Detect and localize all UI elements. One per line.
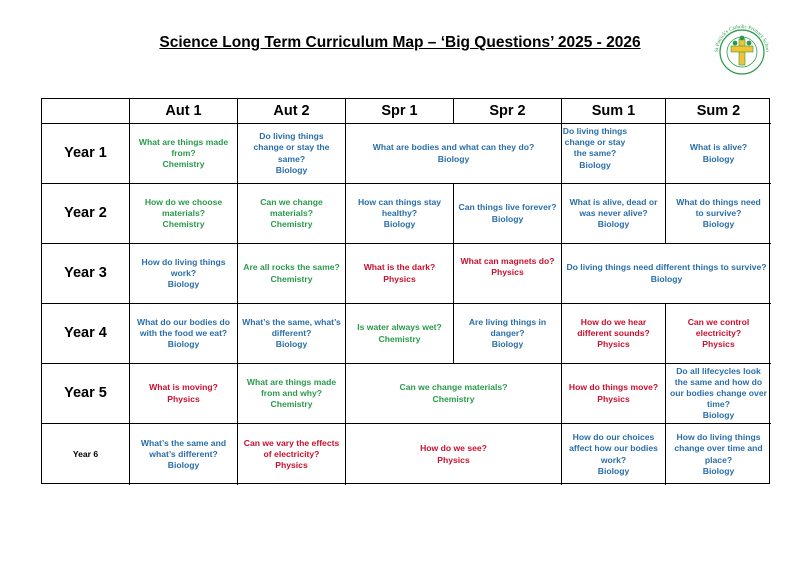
topic-cell: Are living things in danger? Biology (454, 304, 562, 364)
year-label: Year 5 (42, 364, 130, 424)
curriculum-table (41, 98, 770, 484)
header-spr1: Spr 1 (346, 99, 454, 124)
topic-cell: What do our bodies do with the food we eat? Biology (130, 304, 238, 364)
topic-cell: What’s the same and what’s different? Biology (130, 424, 238, 485)
year-label: Year 4 (42, 304, 130, 364)
header-sum2: Sum 2 (666, 99, 771, 124)
topic-cell: Can we change materials? Chemistry (238, 184, 346, 244)
topic-cell: How do living things change over time and place? Biology (674, 432, 763, 476)
topic-cell: How do we choose materials? Chemistry (130, 184, 238, 244)
header-aut1: Aut 1 (130, 99, 238, 124)
topic-cell: What are bodies and what can they do? Biology (346, 124, 562, 184)
year-label: Year 6 (42, 424, 130, 485)
topic-cell: Do living things change or stay the same? Biology (562, 124, 666, 184)
topic-cell: What is alive? Biology (666, 124, 771, 184)
topic-cell: What do things need to survive? Biology (666, 184, 771, 244)
year-label: Year 1 (42, 124, 130, 184)
topic-cell: Can things live forever? Biology (454, 184, 562, 244)
header-spr2: Spr 2 (454, 99, 562, 124)
topic-cell: Can we control electricity? Physics (666, 304, 771, 364)
topic-cell: What can magnets do? Physics (454, 244, 562, 304)
header-aut2: Aut 2 (238, 99, 346, 124)
page-title: Science Long Term Curriculum Map – ‘Big Questions’ 2025 - 2026 (159, 34, 641, 51)
header-sum1: Sum 1 (562, 99, 666, 124)
topic-cell: How do our choices affect how our bodies work? Biology (562, 424, 666, 485)
svg-text:St Patrick's Catholic Primary: St Patrick's Catholic Primary Schoo (713, 23, 771, 53)
topic-cell: Is water always wet? Chemistry (346, 304, 454, 364)
topic-cell: How do we hear different sounds? Physics (562, 304, 666, 364)
topic-cell: How do things move? Physics (562, 364, 666, 424)
topic-cell: Can we change materials? Chemistry (346, 364, 562, 424)
topic-cell: Are all rocks the same? Chemistry (238, 244, 346, 304)
topic-cell: What is the dark? Physics (346, 244, 454, 304)
topic-cell: What are things made from? Chemistry (130, 124, 238, 184)
topic-cell: Do all lifecycles look the same and how do our bodies change over time? Biology (666, 364, 771, 424)
school-logo (704, 18, 780, 82)
year-label: Year 3 (42, 244, 130, 304)
topic-cell: What is alive, dead or was never alive? Biology (562, 184, 666, 244)
topic-cell: What is moving? Physics (130, 364, 238, 424)
topic-cell: What are things made from and why? Chemistry (238, 364, 346, 424)
topic-cell: How can things stay healthy? Biology (346, 184, 454, 244)
topic-cell: What’s the same, what’s different? Biology (238, 304, 346, 364)
topic-cell: Do living things change or stay the same? Biology (238, 124, 346, 184)
topic-cell: Do living things need different things to survive? Biology (562, 244, 771, 304)
corner-cell (42, 99, 130, 124)
topic-cell: How do living things work? Biology (130, 244, 238, 304)
topic-cell: Can we vary the effects of electricity? Physics (238, 424, 346, 485)
year-label: Year 2 (42, 184, 130, 244)
topic-cell: How do we see? Physics (346, 424, 562, 485)
